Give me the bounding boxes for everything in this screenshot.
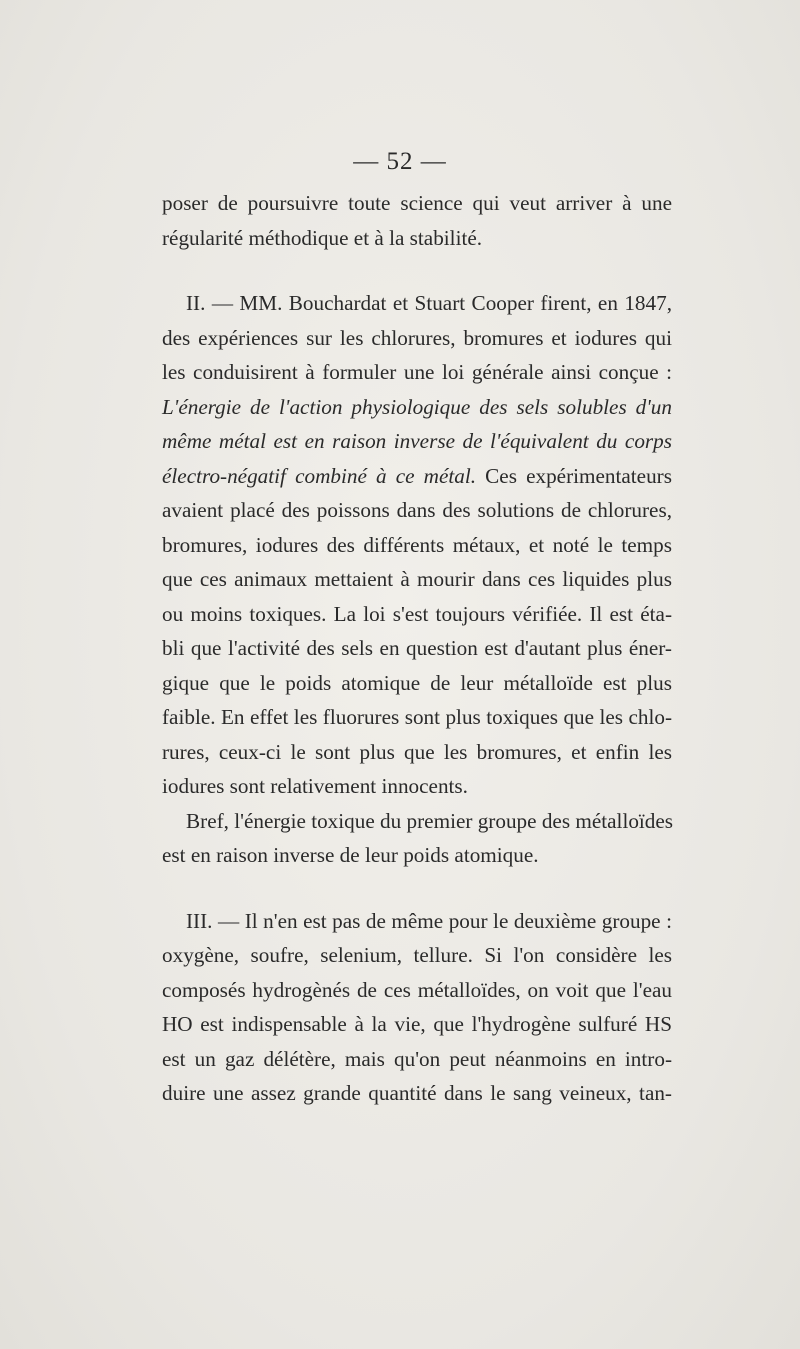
roman-run: Ces expérimentateurs (476, 463, 672, 488)
text-line: les conduisirent à formuler une loi générale ainsi conçue : (162, 360, 672, 384)
text-line: HO est indispensable à la vie, que l'hydrogène sulfuré HS (162, 1012, 672, 1036)
text-line: iodures sont relativement innocents. (162, 774, 468, 798)
text-line: oxygène, soufre, selenium, tellure. Si l'on considère les (162, 943, 672, 967)
text-line: est un gaz délétère, mais qu'on peut néanmoins en intro- (162, 1046, 672, 1071)
paragraph-gap (162, 873, 672, 904)
text-line: bli que l'activité des sels en question est d'autant plus éner- (162, 636, 672, 660)
text-line: avaient placé des poissons dans des solutions de chlorures, (162, 498, 672, 522)
paragraph-gap (162, 255, 672, 286)
text-line: II. — MM. Bouchardat et Stuart Cooper firent, en 1847, (186, 291, 672, 315)
text-line: poser de poursuivre toute science qui veut arriver à une (162, 191, 672, 215)
text-line: régularité méthodique et à la stabilité. (162, 225, 483, 250)
text-line: rures, ceux-ci le sont plus que les bromures, et enfin les (162, 739, 672, 764)
text-line: ou moins toxiques. La loi s'est toujours vérifiée. Il est éta- (162, 601, 672, 626)
text-line: faible. En effet les fluorures sont plus toxiques que les chlo- (162, 705, 672, 729)
text-line-italic: même métal est en raison inverse de l'équivalent du corps (162, 429, 672, 453)
text-line: gique que le poids atomique de leur métalloïde est plus (162, 670, 672, 695)
text-line: bromures, iodures des différents métaux, et noté le temps (162, 532, 672, 557)
italic-run: électro-négatif combiné à ce métal. (162, 463, 477, 488)
text-line: que ces animaux mettaient à mourir dans ces liquides plus (162, 567, 672, 591)
page-body (162, 186, 672, 1111)
text-line: Bref, l'énergie toxique du premier groupe des métalloïdes (186, 808, 674, 833)
text-line: III. — Il n'en est pas de même pour le deuxième groupe : (186, 908, 672, 933)
page-number: — 52 — (353, 148, 447, 175)
text-line: duire une assez grande quantité dans le sang veineux, tan- (162, 1081, 672, 1105)
text-line: composés hydrogènés de ces métalloïdes, on voit que l'eau (162, 977, 672, 1002)
text-line-mixed (162, 459, 672, 494)
text-line-italic: L'énergie de l'action physiologique des sels solubles d'un (162, 394, 672, 419)
text-line: des expériences sur les chlorures, bromures et iodures qui (162, 325, 672, 350)
text-line: est en raison inverse de leur poids atomique. (162, 843, 539, 867)
